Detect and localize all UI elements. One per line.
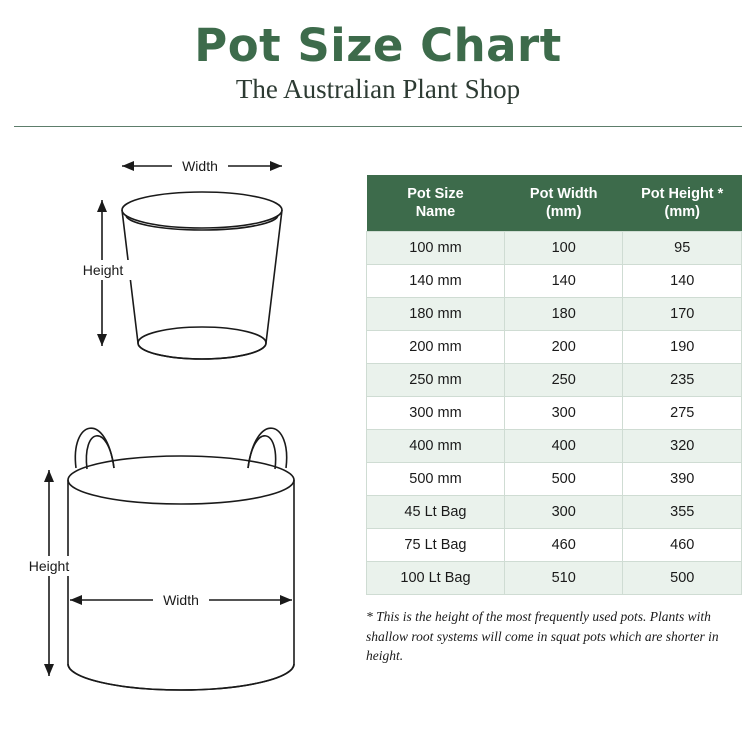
table-body — [367, 232, 742, 595]
table-footnote: * This is the height of the most frequently used pots. Plants with shallow root systems will come in squat pots which are shorter in height. — [366, 609, 719, 664]
bag-height-label: Height — [28, 558, 70, 574]
page-subtitle: The Australian Plant Shop — [235, 74, 521, 105]
cell-pot-height: 320 — [623, 430, 742, 463]
header-line-1: Pot Height * — [641, 186, 724, 202]
column-header-pot-width — [504, 175, 623, 232]
table-row — [367, 331, 742, 364]
pot-size-table-area — [366, 175, 742, 666]
cell-pot-width: 300 — [504, 397, 623, 430]
cell-pot-height: 170 — [623, 298, 742, 331]
cell-pot-width: 100 — [504, 232, 623, 265]
cell-pot-size-name: 75 Lt Bag — [367, 529, 505, 562]
cell-pot-size-name: 100 Lt Bag — [367, 562, 505, 595]
table-row — [367, 430, 742, 463]
column-header-pot-size-name — [367, 175, 505, 232]
header-line-2: (mm) — [545, 204, 582, 221]
cell-pot-size-name: 140 mm — [367, 265, 505, 298]
cell-pot-height: 355 — [623, 496, 742, 529]
cell-pot-size-name: 200 mm — [367, 331, 505, 364]
cell-pot-width: 500 — [504, 463, 623, 496]
pot-height-label: Height — [82, 262, 124, 278]
bag-width-label: Width — [163, 592, 199, 608]
cell-pot-height: 390 — [623, 463, 742, 496]
cell-pot-size-name: 400 mm — [367, 430, 505, 463]
cell-pot-width: 460 — [504, 529, 623, 562]
cell-pot-size-name: 180 mm — [367, 298, 505, 331]
table-row — [367, 298, 742, 331]
table-row — [367, 232, 742, 265]
table-row — [367, 397, 742, 430]
cell-pot-size-name: 300 mm — [367, 397, 505, 430]
cell-pot-height: 275 — [623, 397, 742, 430]
header-line-2: (mm) — [664, 204, 700, 221]
cell-pot-height: 190 — [623, 331, 742, 364]
cell-pot-height: 460 — [623, 529, 742, 562]
table-row — [367, 463, 742, 496]
table-header-row — [367, 175, 742, 232]
cell-pot-height: 235 — [623, 364, 742, 397]
illustration-panel — [10, 138, 360, 708]
cell-pot-width: 200 — [504, 331, 623, 364]
plastic-pot-graphic — [122, 192, 282, 359]
cell-pot-height: 500 — [623, 562, 742, 595]
grow-bag-graphic — [68, 428, 294, 690]
cell-pot-size-name: 500 mm — [367, 463, 505, 496]
page-title: Pot Size Chart — [194, 19, 562, 72]
header-divider — [14, 126, 742, 127]
cell-pot-height: 95 — [623, 232, 742, 265]
column-header-pot-height — [623, 175, 742, 232]
cell-pot-height: 140 — [623, 265, 742, 298]
cell-pot-width: 300 — [504, 496, 623, 529]
table-row — [367, 529, 742, 562]
cell-pot-width: 250 — [504, 364, 623, 397]
header-line-1: Pot Size — [407, 186, 464, 202]
header-line-1: Pot Width — [529, 186, 598, 202]
table-row — [367, 364, 742, 397]
cell-pot-width: 510 — [504, 562, 623, 595]
cell-pot-size-name: 250 mm — [367, 364, 505, 397]
cell-pot-size-name: 45 Lt Bag — [367, 496, 505, 529]
pot-size-table — [366, 175, 742, 595]
cell-pot-width: 400 — [504, 430, 623, 463]
cell-pot-width: 140 — [504, 265, 623, 298]
header-line-2: Name — [415, 204, 456, 221]
pot-width-label: Width — [182, 158, 218, 174]
cell-pot-width: 180 — [504, 298, 623, 331]
table-header — [367, 175, 742, 232]
table-row — [367, 265, 742, 298]
header — [0, 0, 756, 105]
cell-pot-size-name: 100 mm — [367, 232, 505, 265]
table-row — [367, 562, 742, 595]
table-row — [367, 496, 742, 529]
